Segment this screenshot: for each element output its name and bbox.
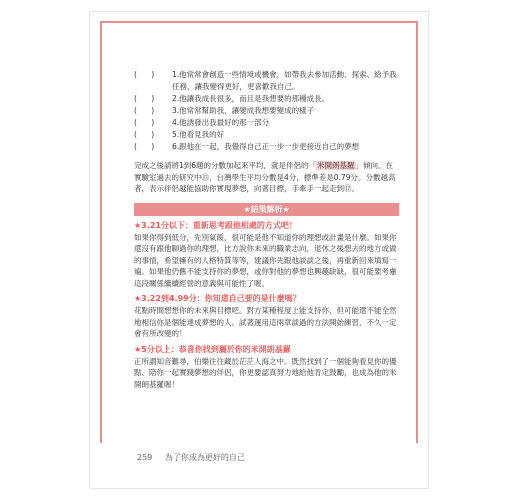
answer-blank: ( ) — [134, 105, 155, 115]
page-number: 259 — [137, 453, 153, 462]
question-item — [134, 105, 399, 117]
summary-text-before: 完成之後請將1到6題的分數加起來平均，就是伴侶的「 — [134, 161, 317, 170]
question-item — [134, 129, 399, 141]
section-heading: ★3.22到4.99分：你知道自己要的是什麼嗎？ — [134, 294, 301, 303]
question-text: 6.跟他在一起，我覺得自己正一步一步更接近自己的夢想 — [172, 141, 360, 151]
running-title: 為了你成為更好的自己 — [164, 453, 245, 462]
result-section — [134, 220, 399, 290]
summary-paragraph — [134, 160, 399, 195]
question-text: 3.他常常幫助我，讓變成我想要變成的樣子 — [172, 105, 315, 115]
answer-blank: ( ) — [134, 117, 155, 127]
section-heading: ★3.21分以下：重新思考跟他相處的方式吧！ — [134, 220, 297, 230]
result-analysis-banner: ★結果解析★ — [134, 203, 399, 216]
question-item — [134, 93, 399, 105]
question-text: 1.他常常會創造一些情境或機會，如帶我去參加活動、探索、給予我任務，讓我變得更好，更喜歡我自己。 — [172, 70, 397, 91]
question-text: 2.他讓我成長很多，而且是我想要的那種成長。 — [172, 93, 330, 103]
answer-blank: ( ) — [134, 93, 155, 103]
question-list — [134, 69, 399, 152]
answer-blank: ( ) — [134, 141, 155, 151]
section-body: 正所謂知音難尋，伯樂往往藏於茫茫人海之中。既然找到了一個能夠看見你的優點、陪你一起實踐夢想的伴侶，你更要認真努力地給他肯定鼓勵，也成為他的米開朗基羅喔！ — [134, 356, 397, 389]
section-heading: ★5分以上：恭喜你找到屬於你的米開朗基羅 — [134, 344, 291, 354]
page-content — [134, 69, 399, 390]
question-text: 4.他誘發出我最好的那一部分 — [172, 117, 270, 127]
page-footer — [137, 452, 245, 463]
book-page — [89, 11, 429, 489]
answer-blank: ( ) — [134, 70, 155, 79]
highlight-term: 米開朗基羅 — [317, 161, 355, 170]
result-section — [134, 344, 399, 391]
result-section — [134, 293, 399, 340]
question-item — [134, 141, 399, 153]
section-body: 花點時間想想你的未來與目標吧。對方某種程度上能支持你，但可能還不能全然地相信你是個能達成夢想的人。試著運用這兩章談過的方法開始練習，不久一定會有所改變的！ — [134, 306, 397, 338]
answer-blank: ( ) — [134, 129, 155, 139]
summary-text-after: 」傾向。在實驗室過去的研究中⑬，台灣學生平均分數是4分，標準差是0.79分。分數越高者，表示伴侶越能協助你實現夢想，向著目標，手牽手一起走到⑰。 — [134, 161, 396, 193]
question-item — [134, 69, 399, 92]
section-body: 如果你得到低分，先別氣餒，很可能是他不知道你的理想或計畫是什麼。如果你還沒有跟他聊過你的理想，比方說你未來的職業志向，退休之後想去的地方或做的事情，希望擁有的人格特質等等，建議你先跟他談談之後，再重新回來填寫一遍。如果他仍舊不能支持你的夢想，或你對他的夢想也興趣缺缺，很可能要考慮這段關係繼續經營的意義與可能性了喔。 — [134, 232, 397, 288]
question-text: 5.他看見我的好 — [172, 129, 225, 139]
question-item — [134, 117, 399, 129]
